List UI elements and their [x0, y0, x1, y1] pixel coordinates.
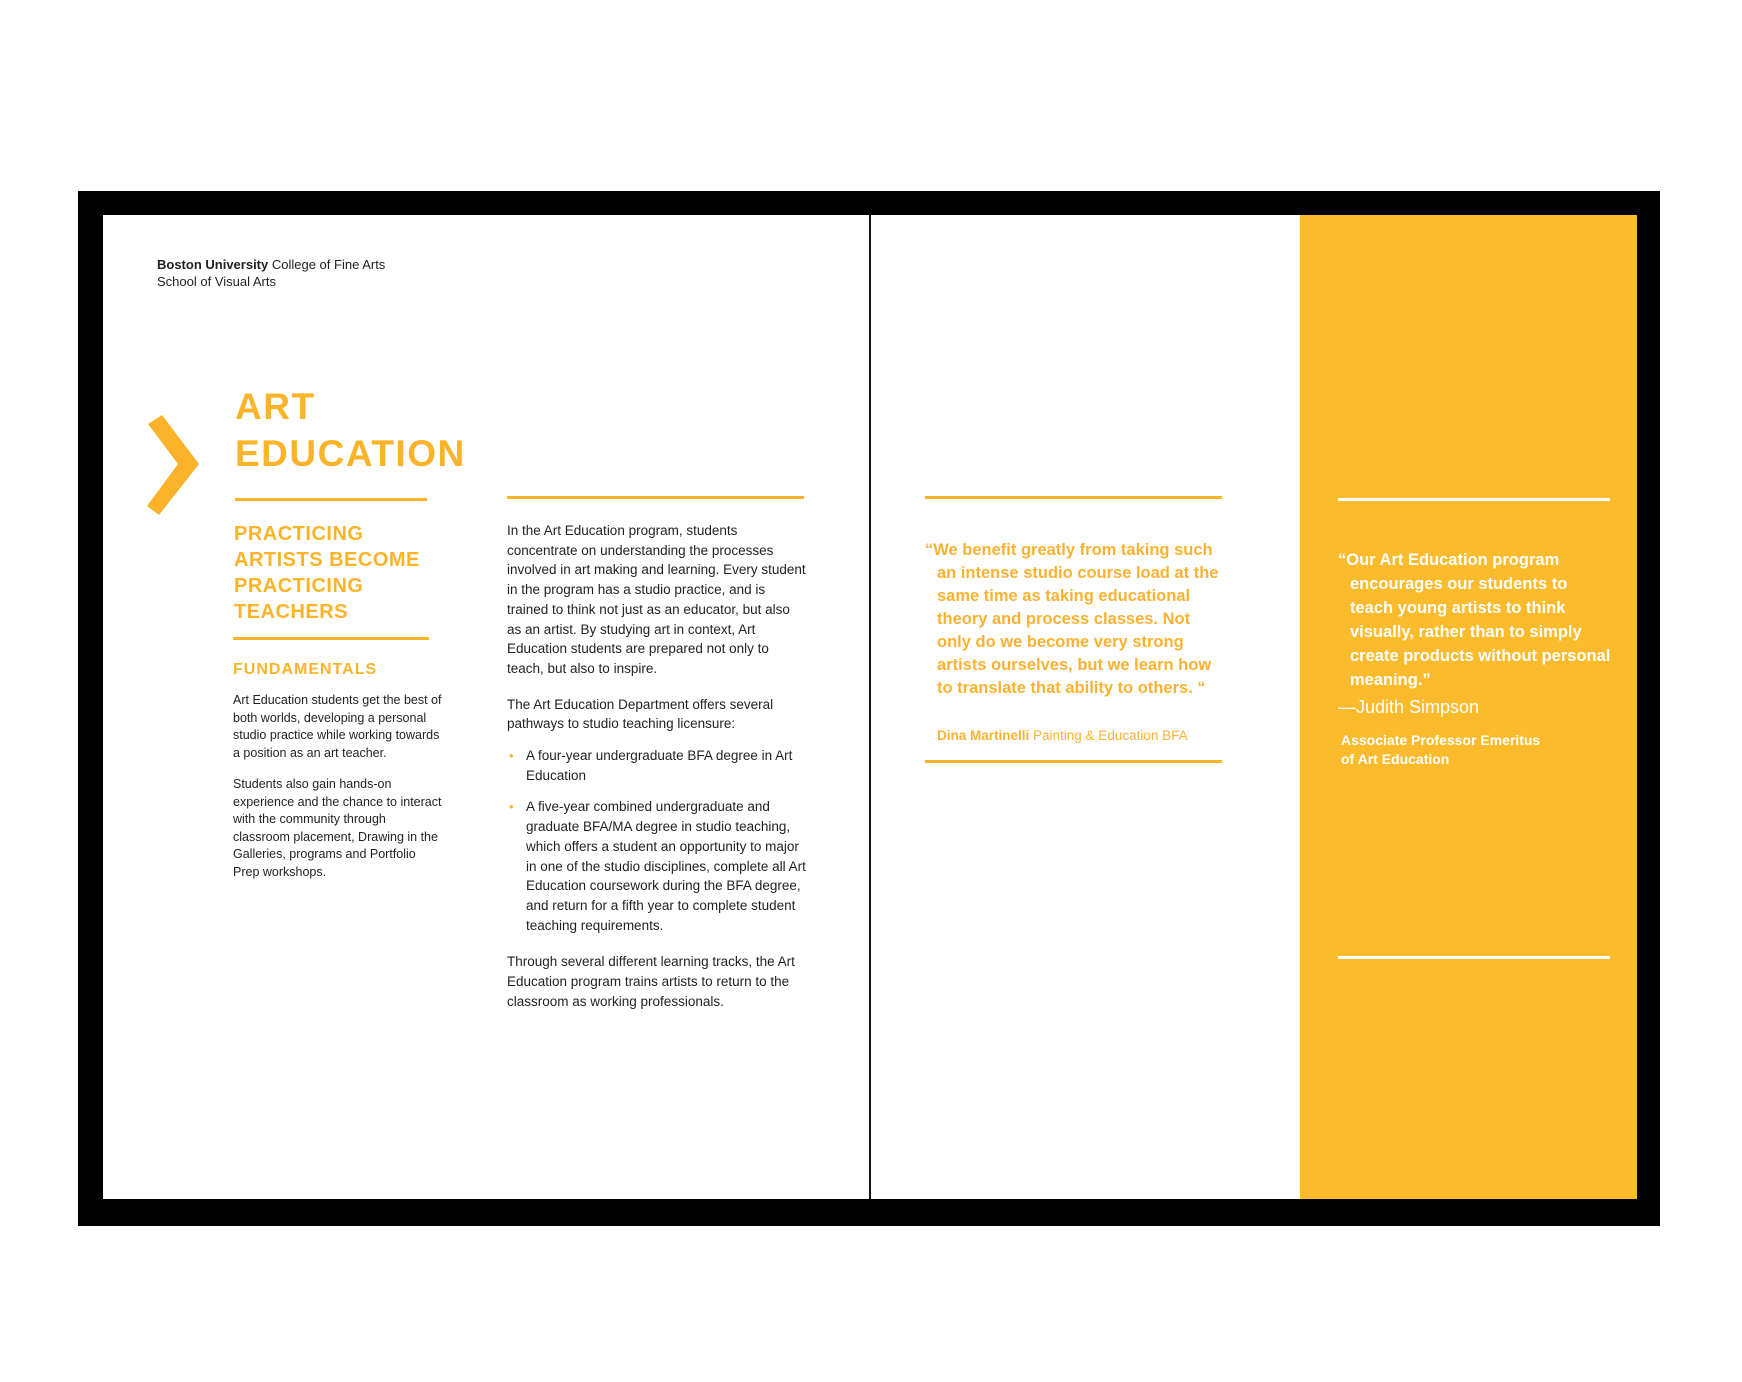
intro-paragraph: In the Art Education program, students concentrate on understanding the processes involved in art making and learning. Every student in the program has a studio practice, and is trained to think not just as an educator, but also as an artist. By studying art in context, Art Education students are prepared not only to teach, but also to inspire.: [507, 523, 806, 676]
brand-line1: [157, 256, 385, 273]
closing-paragraph: Through several different learning tracks, the Art Education program trains artists to return to the classroom as working professionals.: [507, 954, 795, 1009]
student-quote-panel: [925, 496, 1227, 763]
student-attribution: [925, 728, 1227, 743]
faculty-quote: “Our Art Education program encourages our students to teach young artists to think visually, rather than to simply create products without personal meaning.”: [1338, 550, 1611, 689]
student-quote: “We benefit greatly from taking such an intense studio course load at the same time as taking educational theory and process classes. Not only do we become very strong artists ourselves, but we learn how to translate that ability to others. “: [925, 541, 1219, 697]
pathways-bullet-list: [507, 746, 807, 935]
brand-name: Boston University: [157, 257, 269, 272]
page-subtitle: [234, 521, 420, 625]
brochure-page: [103, 215, 1637, 1199]
subtitle-line: PRACTICING: [234, 523, 364, 545]
fundamentals-paragraph-2: Students also gain hands-on experience and the chance to interact with the community through classroom placement, Drawing in the Galleries, programs and Portfolio Prep workshops.: [233, 777, 442, 879]
brand-college: College of Fine Arts: [268, 257, 386, 272]
pathways-paragraph: The Art Education Department offers several pathways to studio teaching licensure:: [507, 696, 774, 732]
bullet-text: A four-year undergraduate BFA degree in Art Education: [526, 748, 793, 783]
title-rule: [235, 498, 427, 501]
faculty-name: —Judith Simpson: [1338, 697, 1480, 717]
brochure-frame: [78, 191, 1660, 1226]
student-quote-rule-bottom: [925, 760, 1222, 763]
page-title: [235, 383, 466, 477]
subtitle-line: ARTISTS BECOME: [234, 549, 420, 571]
brand-header: [157, 256, 385, 290]
faculty-rule-bottom: [1338, 956, 1610, 959]
brand-line2: School of Visual Arts: [157, 274, 276, 289]
student-quote-rule-top: [925, 496, 1222, 499]
subtitle-line: TEACHERS: [234, 601, 349, 623]
page-title-line2: EDUCATION: [235, 433, 466, 474]
faculty-title-line2: of Art Education: [1341, 751, 1450, 767]
bullet-text: A five-year combined undergraduate and graduate BFA/MA degree in studio teaching, which offers a student an opportunity to major in one of the studio disciplines, complete all Art Education coursework during the BFA degree, and return for a fifth year to complete student teaching requirements.: [526, 799, 806, 933]
section-heading-fundamentals: FUNDAMENTALS: [233, 661, 378, 678]
intro-rule: [507, 496, 804, 499]
faculty-title-line1: Associate Professor Emeritus: [1341, 732, 1541, 748]
subtitle-line: PRACTICING: [234, 575, 364, 597]
student-role: Painting & Education BFA: [1029, 728, 1188, 743]
faculty-rule-top: [1338, 498, 1610, 501]
bullet-item: [507, 797, 807, 935]
bullet-marker: •: [509, 799, 514, 815]
bullet-marker: •: [509, 748, 514, 764]
fundamentals-paragraph-1: Art Education students get the best of both worlds, developing a personal studio practice while working towards a position as an art teacher.: [233, 693, 442, 760]
fundamentals-text: [233, 692, 445, 895]
faculty-title: [1341, 731, 1540, 769]
bullet-item: [507, 746, 807, 785]
subtitle-rule: [233, 637, 429, 640]
page-fold-divider: [869, 215, 871, 1199]
chevron-right-icon: [147, 415, 199, 515]
student-name: Dina Martinelli: [937, 728, 1030, 743]
faculty-quote-panel: [1300, 215, 1637, 1199]
page-title-line1: ART: [235, 386, 316, 427]
program-description-column: [507, 496, 807, 1011]
